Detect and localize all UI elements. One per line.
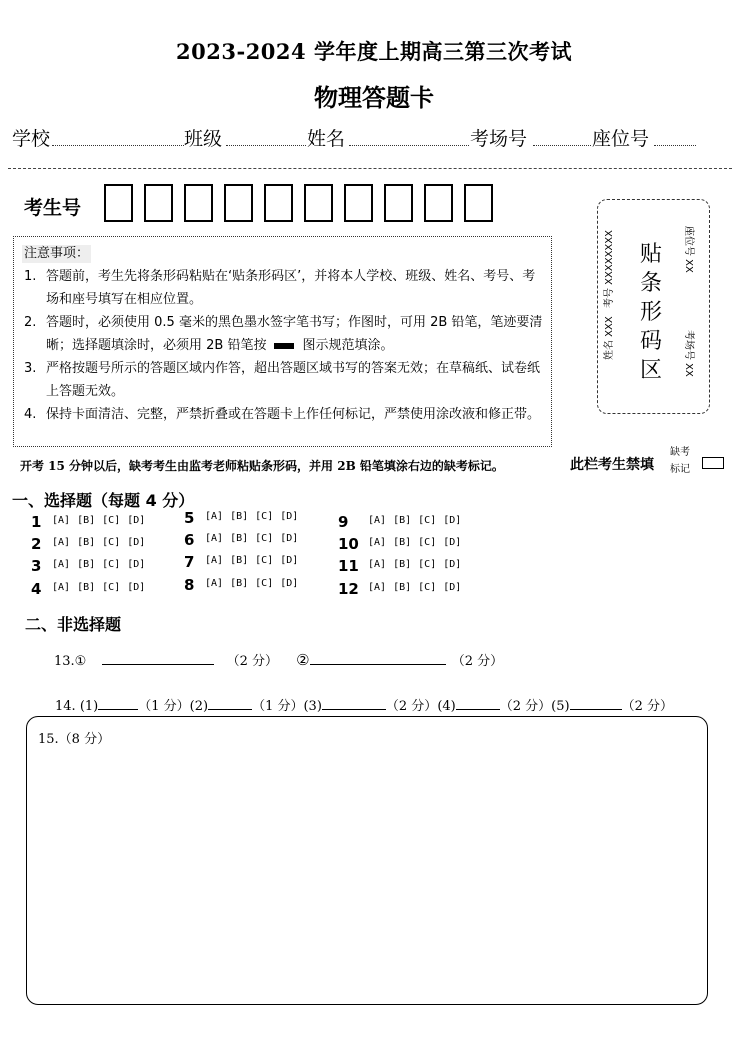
mcq-options[interactable]: [A] [B] [C] [D] (368, 559, 462, 570)
mcq-number: 8 (184, 576, 195, 594)
exam-id-digit-box[interactable] (104, 184, 133, 222)
mcq-options[interactable]: [A] [B] [C] [D] (368, 582, 462, 593)
exam-id-label: 考生号 (24, 197, 82, 219)
mcq-number: 5 (184, 509, 195, 527)
q14-part-label: (1) (79, 699, 99, 714)
exam-room-label: 考场号 (470, 128, 528, 150)
section1-title: 一、选择题（每题 4 分） (12, 491, 195, 510)
mcq-number: 9 (338, 513, 349, 531)
mcq-number: 12 (338, 580, 359, 598)
exam-id-digit-box[interactable] (384, 184, 413, 222)
notice-text (46, 311, 546, 357)
barcode-exam-no: 考号 XXXXXXXX (604, 230, 615, 308)
q14-blank[interactable] (456, 697, 500, 710)
barcode-name: 姓名 XXX (604, 316, 615, 360)
notice-item (24, 357, 544, 403)
q14-score: （2 分） (499, 699, 552, 714)
q14-row (55, 695, 673, 714)
filled-mark-icon (274, 343, 294, 349)
barcode-seat: 座位号 XX (683, 226, 694, 273)
q14-score: （2 分） (385, 699, 438, 714)
notice-num: 1. (24, 269, 37, 284)
q15-label: 15.（8 分） (38, 732, 111, 747)
info-row (12, 124, 712, 148)
q15-answer-box[interactable] (26, 716, 708, 1005)
absent-mark-box[interactable] (702, 457, 724, 469)
exam-title: 2023-2024 学年度上期高三第三次考试 (176, 39, 572, 64)
notice-item (24, 311, 544, 357)
q14-part-label: (4) (437, 699, 456, 714)
q14-label: 14. (55, 699, 76, 714)
school-label: 学校 (12, 128, 51, 150)
seat-label: 座位号 (592, 128, 650, 150)
exam-room-field[interactable] (533, 144, 591, 146)
mcq-options[interactable]: [A] [B] [C] [D] (205, 511, 299, 522)
mcq-number: 1 (31, 513, 42, 531)
exam-id-digit-box[interactable] (304, 184, 333, 222)
q13-score2: （2 分） (451, 654, 504, 669)
section2-title: 二、非选择题 (25, 615, 122, 634)
exam-id-digit-box[interactable] (144, 184, 173, 222)
notice-text: 严格按题号所示的答题区域内作答，超出答题区域书写的答案无效；在草稿纸、试卷纸上答题无效。 (46, 361, 541, 399)
q13-mark2: ② (296, 651, 310, 669)
notice-num: 3. (24, 361, 37, 376)
exam-id-digit-box[interactable] (424, 184, 453, 222)
seat-field[interactable] (654, 144, 696, 146)
answer-sheet-title: 物理答题卡 (314, 84, 434, 112)
mcq-options[interactable]: [A] [B] [C] [D] (368, 515, 462, 526)
barcode-area[interactable] (597, 199, 710, 414)
cut-line (8, 168, 732, 169)
mcq-number: 7 (184, 553, 195, 571)
barcode-room: 考场号 XX (683, 330, 694, 377)
exam-id-digit-box[interactable] (224, 184, 253, 222)
school-field[interactable] (52, 144, 184, 146)
mcq-options[interactable]: [A] [B] [C] [D] (52, 515, 146, 526)
q14-part-label: (3) (303, 699, 322, 714)
q14-part-label: (5) (551, 699, 570, 714)
q14-score: （1 分） (252, 699, 304, 714)
notice-item (24, 403, 544, 449)
q13-blank1[interactable] (102, 652, 214, 665)
notice-text: 保持卡面清洁、完整，严禁折叠或在答题卡上作任何标记，严禁使用涂改液和修正带。 (46, 407, 541, 422)
mcq-options[interactable]: [A] [B] [C] [D] (368, 537, 462, 548)
mcq-options[interactable]: [A] [B] [C] [D] (52, 537, 146, 548)
mcq-options[interactable]: [A] [B] [C] [D] (52, 582, 146, 593)
q13-score1: （2 分） (226, 654, 279, 669)
absent-mark-label: 缺考标记 (670, 447, 690, 475)
q14-blank[interactable] (570, 697, 622, 710)
notice-text: 答题前，考生先将条形码粘贴在‘贴条形码区’，并将本人学校、班级、姓名、考号、考场和座号填写在相应位置。 (46, 269, 536, 307)
exam-id-digit-box[interactable] (264, 184, 293, 222)
q14-blank[interactable] (208, 697, 252, 710)
absent-instruction: 开考 15 分钟以后，缺考考生由监考老师粘贴条形码，并用 2B 铅笔填涂右边的缺考标记。 (20, 459, 504, 473)
name-label: 姓名 (307, 128, 346, 150)
notice-item (24, 265, 544, 311)
mcq-number: 11 (338, 557, 359, 575)
forbidden-label: 此栏考生禁填 (570, 457, 654, 473)
name-field[interactable] (349, 144, 469, 146)
notice-text-b: 图示规范填涂。 (302, 338, 394, 353)
exam-id-digit-box[interactable] (344, 184, 373, 222)
mcq-options[interactable]: [A] [B] [C] [D] (205, 578, 299, 589)
class-label: 班级 (184, 128, 223, 150)
q14-score: （1 分） (138, 699, 190, 714)
class-field[interactable] (226, 144, 306, 146)
q14-blank[interactable] (322, 697, 386, 710)
exam-id-digit-box[interactable] (184, 184, 213, 222)
notice-box (13, 236, 552, 447)
notice-text-a: 答题时，必须使用 0.5 毫米的黑色墨水签字笔书写；作图时，可用 2B 铅笔，笔迹要清晰；选择题填涂时，必须用 2B 铅笔按 (46, 315, 543, 353)
q13-label: 13.① (54, 654, 87, 669)
q14-score: （2 分） (621, 699, 673, 714)
notice-num: 4. (24, 407, 37, 422)
barcode-main-label: 贴 条 形 码 区 (639, 242, 662, 383)
mcq-options[interactable]: [A] [B] [C] [D] (205, 533, 299, 544)
mcq-number: 2 (31, 535, 42, 553)
q14-blank[interactable] (98, 697, 138, 710)
mcq-options[interactable]: [A] [B] [C] [D] (52, 559, 146, 570)
exam-id-digit-box[interactable] (464, 184, 493, 222)
mcq-number: 6 (184, 531, 195, 549)
mcq-number: 4 (31, 580, 42, 598)
mcq-options[interactable]: [A] [B] [C] [D] (205, 555, 299, 566)
notice-title: 注意事项： (24, 246, 90, 261)
mcq-number: 3 (31, 557, 42, 575)
q13-row (54, 650, 503, 669)
q13-blank2[interactable] (310, 652, 446, 665)
q14-part-label: (2) (189, 699, 209, 714)
mcq-number: 10 (338, 535, 359, 553)
notice-num: 2. (24, 315, 37, 330)
